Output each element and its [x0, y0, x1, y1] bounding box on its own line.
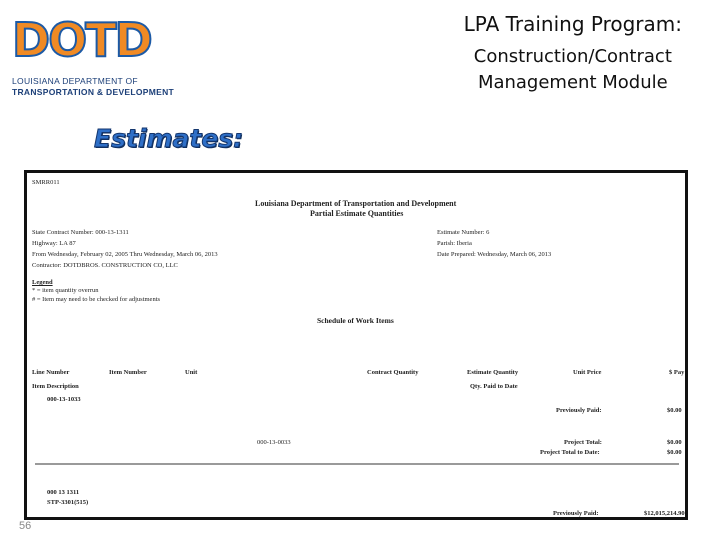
col-estimate-quantity: Estimate Quantity: [467, 369, 519, 376]
from-thru: From Wednesday, February 02, 2005 Thru Wednesday, March 06, 2013: [32, 251, 218, 258]
project-total-value: $0.00: [667, 439, 682, 446]
project-ref: 000-13-0033: [257, 439, 291, 446]
col-pay: $ Pay: [669, 369, 685, 376]
schedule-title: Schedule of Work Items: [317, 316, 394, 325]
divider: [35, 463, 679, 465]
logo-wordmark: DOTD: [12, 13, 151, 67]
col-contract-quantity: Contract Quantity: [367, 369, 419, 376]
col-unit: Unit: [185, 369, 198, 376]
project-id: 000-13-1033: [47, 396, 81, 403]
slide-title: LPA Training Program:: [463, 12, 682, 36]
logo-line-2: TRANSPORTATION & DEVELOPMENT: [12, 87, 175, 97]
previously-paid-value: $0.00: [667, 407, 682, 414]
slide-subtitle-2: Management Module: [477, 72, 668, 93]
legend-item-1: * = item quantity overrun: [32, 287, 99, 294]
report-org: Louisiana Department of Transportation and Development: [255, 199, 457, 208]
report-id: SMRR011: [32, 179, 60, 186]
col-qty-paid-to-date: Qty. Paid to Date: [470, 383, 518, 390]
report-screenshot: [24, 170, 688, 520]
estimate-number: Estimate Number: 6: [437, 229, 490, 236]
previously-paid2-label: Previously Paid:: [553, 510, 599, 517]
previously-paid2-value: $12,015,214.90: [644, 510, 685, 517]
contractor: Contractor: DOTDBROS. CONSTRUCTION CO, LLC: [32, 262, 178, 269]
previously-paid-label: Previously Paid:: [556, 407, 602, 414]
col-item-number: Item Number: [109, 369, 147, 376]
report-title: Partial Estimate Quantities: [310, 209, 404, 218]
project-total-to-date-value: $0.00: [667, 449, 682, 456]
col-unit-price: Unit Price: [573, 369, 602, 376]
highway: Highway: LA 87: [32, 240, 76, 247]
parish: Parish: Iberia: [437, 240, 472, 247]
logo-line-1: LOUISIANA DEPARTMENT OF: [12, 76, 138, 86]
col-line-number: Line Number: [32, 369, 70, 376]
page-number: 56: [19, 520, 32, 532]
col-item-description: Item Description: [32, 383, 79, 390]
legend-title: Legend: [32, 279, 53, 286]
project-total-label: Project Total:: [564, 439, 602, 446]
state-contract: State Contract Number: 000-13-1311: [32, 229, 129, 236]
date-prepared: Date Prepared: Wednesday, March 06, 2013: [437, 251, 552, 258]
slide-title-block: [464, 10, 682, 96]
stp-id: STP-3301(515): [47, 499, 89, 506]
contract-id: 000 13 1311: [47, 489, 80, 496]
slide-subtitle-1: Construction/Contract: [473, 46, 672, 67]
legend-item-2: # = Item may need to be checked for adjustments: [32, 296, 161, 303]
section-heading: Estimates:: [94, 124, 244, 153]
project-total-to-date-label: Project Total to Date:: [540, 449, 600, 456]
dotd-logo: [10, 13, 175, 98]
